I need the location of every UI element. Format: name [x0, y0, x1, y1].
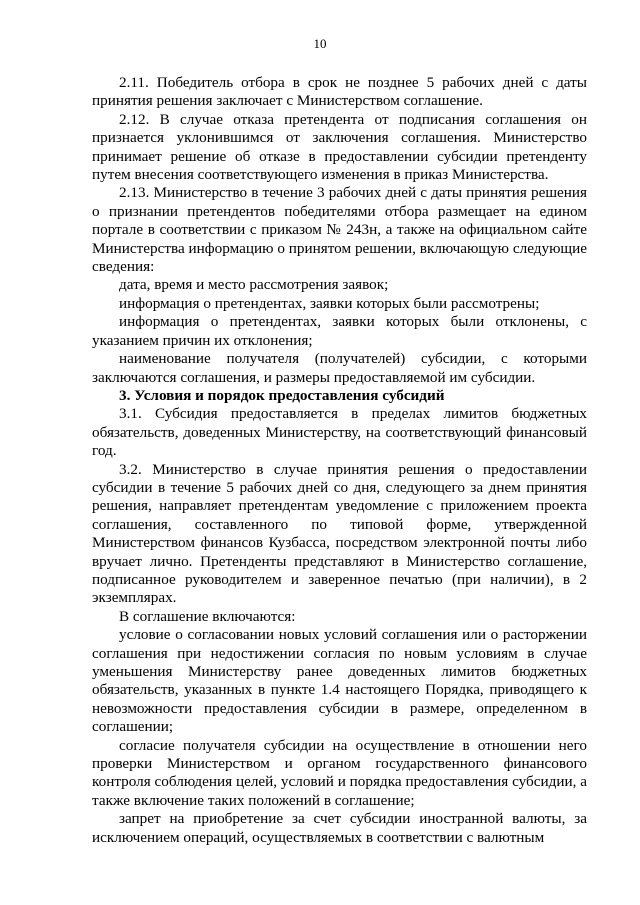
paragraph-2-12: 2.12. В случае отказа претендента от подписания соглашения он признается уклонившимся от заключения соглашения. Министерство принимает решение об отказе в предоставлении субсидии претенденту путем внесения соответствующего изменения в приказ Министерства.: [92, 110, 587, 184]
paragraph-2-13: 2.13. Министерство в течение 3 рабочих дней с даты принятия решения о признании претендентов победителями отбора размещает на едином портале в соответствии с приказом № 243н, а также на официальном сайте Министерства информацию о принятом решении, включающую следующие сведения:: [92, 184, 587, 276]
paragraph-3-2: 3.2. Министерство в случае принятия решения о предоставлении субсидии в течение 5 рабочих дней со дня, следующего за днем принятия решения, направляет претендентам уведомление с приложением проекта соглашения, составленного по типовой форме, утвержденной Министерством финансов Кузбасса, посредством электронной почты либо вручает лично. Претенденты представляют в Министерство соглашение, подписанное руководителем и заверенное печатью (при наличии), в 2 экземплярах.: [92, 460, 587, 607]
paragraph-2-11: 2.11. Победитель отбора в срок не позднее 5 рабочих дней с даты принятия решения заключает с Министерством соглашение.: [92, 74, 587, 110]
list-item: дата, время и место рассмотрения заявок;: [119, 276, 389, 294]
list-item: информация о претендентах, заявки которых были рассмотрены;: [119, 294, 540, 312]
paragraph-3-1: 3.1. Субсидия предоставляется в пределах лимитов бюджетных обязательств, доведенных Министерству, на соответствующий финансовый год.: [92, 405, 587, 460]
page-number: 10: [313, 36, 327, 51]
list-item: запрет на приобретение за счет субсидии иностранной валюты, за исключением операций, осуществляемых в соответствии с валютным: [92, 810, 587, 846]
section-heading: 3. Условия и порядок предоставления субсидий: [119, 386, 445, 404]
document-body: [92, 74, 587, 847]
list-item: согласие получателя субсидии на осуществление в отношении него проверки Министерством и органом государственного финансового контроля соблюдения целей, условий и порядка предоставления субсидии, а также включение таких положений в соглашение;: [92, 736, 587, 809]
list-item: условие о согласовании новых условий соглашения или о расторжении соглашения при недостижении согласия по новым условиям в случае уменьшения Министерству ранее доведенных лимитов бюджетных обязательств, указанных в пункте 1.4 настоящего Порядка, приводящего к невозможности предоставления субсидии в размере, определенном в соглашении;: [92, 626, 587, 736]
paragraph-agreement-intro: В соглашение включаются:: [119, 607, 296, 625]
list-item: информация о претендентах, заявки которых были отклонены, с указанием причин их отклонения;: [92, 313, 587, 349]
list-item: наименование получателя (получателей) субсидии, с которыми заключаются соглашения, и размеры предоставляемой им субсидии.: [92, 350, 587, 386]
